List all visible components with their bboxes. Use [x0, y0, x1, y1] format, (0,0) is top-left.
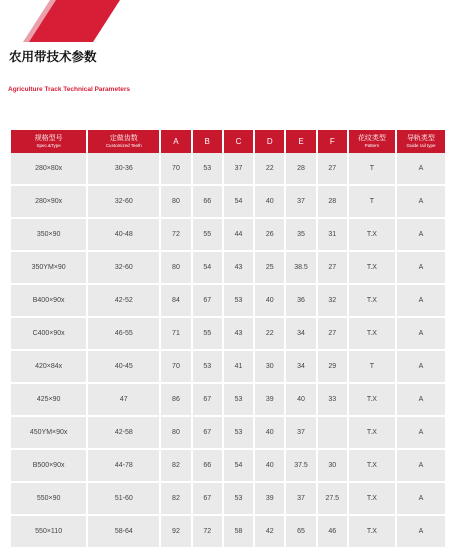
table-cell: 34 — [286, 351, 315, 384]
table-cell: 70 — [161, 153, 190, 186]
table-cell: 350YM×90 — [11, 252, 86, 285]
table-cell: 53 — [193, 153, 222, 186]
table-cell: 33 — [318, 384, 347, 417]
table-cell: 67 — [193, 483, 222, 516]
table-cell: 30 — [255, 351, 284, 384]
table-cell: 40 — [255, 417, 284, 450]
table-cell: 350×90 — [11, 219, 86, 252]
table-cell: 53 — [193, 351, 222, 384]
table-cell: 82 — [161, 450, 190, 483]
table-cell: 53 — [224, 384, 253, 417]
table-cell: 450YM×90x — [11, 417, 86, 450]
col-header-teeth: 定做齿数 Customized Teeth — [88, 130, 159, 153]
table-cell: 28 — [286, 153, 315, 186]
table-cell: A — [397, 318, 445, 351]
table-cell: T.X — [349, 219, 395, 252]
table-cell: 30-36 — [88, 153, 159, 186]
table-cell: 37 — [286, 186, 315, 219]
table-cell: 27 — [318, 153, 347, 186]
table-cell: 550×90 — [11, 483, 86, 516]
table-cell: 53 — [224, 285, 253, 318]
table-cell: 80 — [161, 186, 190, 219]
table-cell: 280×80x — [11, 153, 86, 186]
table-cell: A — [397, 450, 445, 483]
table-cell: 42 — [255, 516, 284, 549]
table-cell: 46 — [318, 516, 347, 549]
table-cell: T.X — [349, 450, 395, 483]
col-header-b: B — [193, 130, 222, 153]
table-cell: T — [349, 153, 395, 186]
table-cell: T.X — [349, 417, 395, 450]
table-cell: 28 — [318, 186, 347, 219]
table-cell: A — [397, 351, 445, 384]
table-cell: 43 — [224, 252, 253, 285]
table-cell: A — [397, 483, 445, 516]
table-cell: 29 — [318, 351, 347, 384]
table-cell: 80 — [161, 252, 190, 285]
table-cell: 43 — [224, 318, 253, 351]
table-cell: 53 — [224, 417, 253, 450]
table-cell: A — [397, 153, 445, 186]
table-cell: 66 — [193, 186, 222, 219]
table-cell: 72 — [161, 219, 190, 252]
table-cell: 47 — [88, 384, 159, 417]
table-cell: 41 — [224, 351, 253, 384]
col-header-spec: 规格型号 Spec.&Type — [11, 130, 86, 153]
table-cell: 39 — [255, 384, 284, 417]
table-cell: T.X — [349, 483, 395, 516]
table-row — [11, 153, 445, 186]
table-cell: 34 — [286, 318, 315, 351]
table-cell: 46-55 — [88, 318, 159, 351]
table-cell: T — [349, 351, 395, 384]
table-cell: T.X — [349, 252, 395, 285]
table-cell: 32-60 — [88, 186, 159, 219]
table-cell: 25 — [255, 252, 284, 285]
table-cell: 84 — [161, 285, 190, 318]
table-cell: A — [397, 186, 445, 219]
table-cell: 22 — [255, 153, 284, 186]
table-cell: 67 — [193, 285, 222, 318]
table-row — [11, 417, 445, 450]
table-cell: 86 — [161, 384, 190, 417]
page-subtitle-en: Agriculture Track Technical Parameters — [8, 86, 130, 93]
table-cell: 40-48 — [88, 219, 159, 252]
table-row — [11, 483, 445, 516]
table-cell: T.X — [349, 285, 395, 318]
table-cell: A — [397, 252, 445, 285]
table-cell: 42-52 — [88, 285, 159, 318]
table-row — [11, 384, 445, 417]
table-cell — [318, 417, 347, 450]
table-cell: 550×110 — [11, 516, 86, 549]
table-cell: T.X — [349, 516, 395, 549]
table-cell: A — [397, 384, 445, 417]
table-cell: 39 — [255, 483, 284, 516]
table-cell: 280×90x — [11, 186, 86, 219]
col-header-pattern: 花纹类型 Pattern — [349, 130, 395, 153]
table-cell: A — [397, 219, 445, 252]
table-cell: T.X — [349, 384, 395, 417]
table-row — [11, 285, 445, 318]
table-cell: 67 — [193, 417, 222, 450]
col-header-guide-rail: 导轨类型 Guide rail type — [397, 130, 445, 153]
table-cell: B500×90x — [11, 450, 86, 483]
table-cell: 35 — [286, 219, 315, 252]
table-cell: 58-64 — [88, 516, 159, 549]
table-cell: C400×90x — [11, 318, 86, 351]
table-cell: T.X — [349, 318, 395, 351]
table-cell: 37 — [286, 483, 315, 516]
table-cell: 425×90 — [11, 384, 86, 417]
table-row — [11, 318, 445, 351]
table-cell: 44 — [224, 219, 253, 252]
table-row — [11, 219, 445, 252]
col-header-a: A — [161, 130, 190, 153]
table-cell: 54 — [224, 450, 253, 483]
table-cell: 55 — [193, 219, 222, 252]
table-cell: 27 — [318, 252, 347, 285]
table-cell: 38.5 — [286, 252, 315, 285]
table-cell: 67 — [193, 384, 222, 417]
table-cell: 26 — [255, 219, 284, 252]
col-header-d: D — [255, 130, 284, 153]
table-cell: A — [397, 285, 445, 318]
table-cell: 27.5 — [318, 483, 347, 516]
table-cell: 82 — [161, 483, 190, 516]
table-cell: 70 — [161, 351, 190, 384]
table-cell: 66 — [193, 450, 222, 483]
table-cell: 80 — [161, 417, 190, 450]
table-cell: 40 — [255, 450, 284, 483]
table-cell: 30 — [318, 450, 347, 483]
table-row — [11, 186, 445, 219]
table-cell: 40 — [255, 186, 284, 219]
table-cell: 55 — [193, 318, 222, 351]
table-cell: 92 — [161, 516, 190, 549]
col-header-e: E — [286, 130, 315, 153]
table-cell: 31 — [318, 219, 347, 252]
table-cell: 32-60 — [88, 252, 159, 285]
table-cell: 54 — [193, 252, 222, 285]
table-row — [11, 450, 445, 483]
table-cell: T — [349, 186, 395, 219]
table-cell: 71 — [161, 318, 190, 351]
table-cell: 36 — [286, 285, 315, 318]
table-cell: 420×84x — [11, 351, 86, 384]
col-header-c: C — [224, 130, 253, 153]
technical-parameters-table — [9, 130, 447, 549]
table-cell: 54 — [224, 186, 253, 219]
table-cell: 40 — [286, 384, 315, 417]
table-row — [11, 516, 445, 549]
table-row — [11, 252, 445, 285]
red-diagonal-banner — [0, 0, 120, 42]
col-header-f: F — [318, 130, 347, 153]
table-cell: 42-58 — [88, 417, 159, 450]
table-cell: 40 — [255, 285, 284, 318]
table-row — [11, 351, 445, 384]
page-title: 农用带技术参数 — [9, 49, 97, 64]
table-cell: 44-78 — [88, 450, 159, 483]
table-header-row — [11, 130, 445, 153]
table-cell: 53 — [224, 483, 253, 516]
table-cell: 72 — [193, 516, 222, 549]
table-cell: 37 — [224, 153, 253, 186]
table-cell: A — [397, 516, 445, 549]
table-cell: 27 — [318, 318, 347, 351]
table-cell: 65 — [286, 516, 315, 549]
table-cell: 40-45 — [88, 351, 159, 384]
table-cell: 58 — [224, 516, 253, 549]
table-cell: B400×90x — [11, 285, 86, 318]
table-cell: 37 — [286, 417, 315, 450]
table-cell: 22 — [255, 318, 284, 351]
table-cell: A — [397, 417, 445, 450]
table-cell: 32 — [318, 285, 347, 318]
table-cell: 51-60 — [88, 483, 159, 516]
table-cell: 37.5 — [286, 450, 315, 483]
